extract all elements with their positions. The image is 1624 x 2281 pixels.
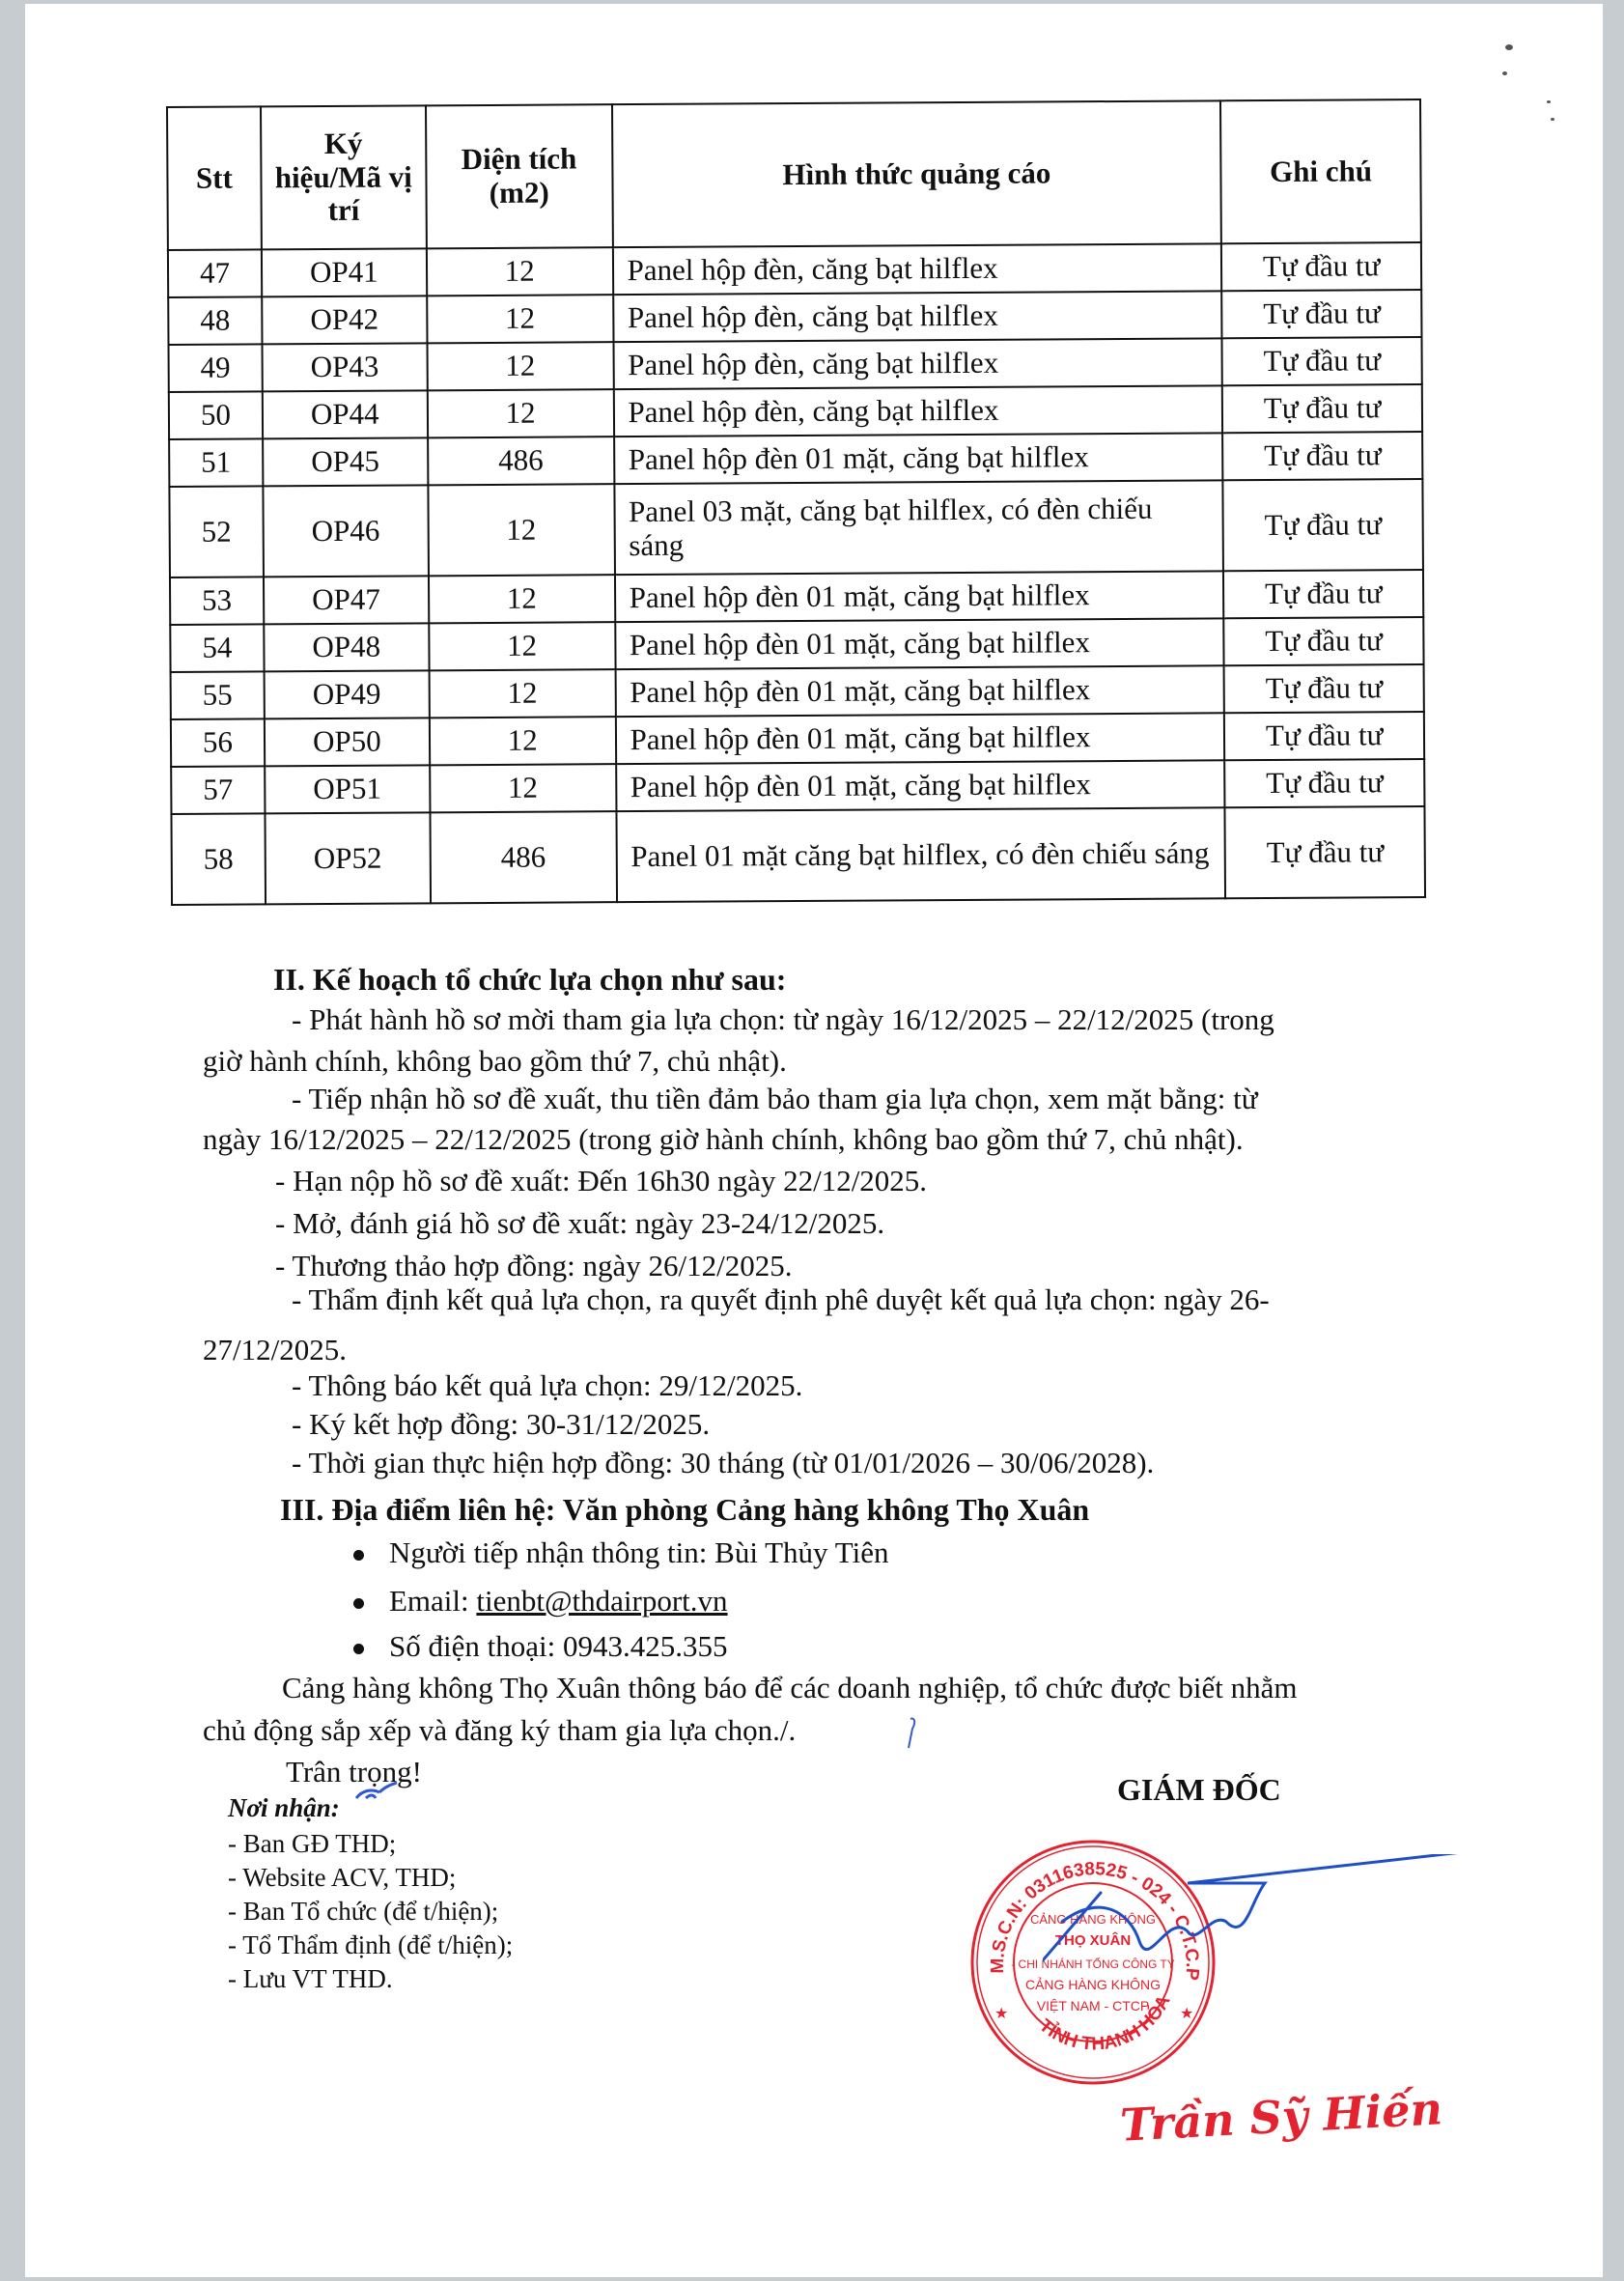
cell-area: 12 — [427, 247, 613, 296]
recipients-block — [228, 1793, 513, 1994]
cell-area: 12 — [429, 575, 615, 623]
cell-area: 12 — [427, 342, 613, 390]
table-row — [170, 570, 1423, 625]
contact-phone-item — [353, 1629, 727, 1664]
table-header-row — [167, 99, 1421, 250]
cell-code: OP43 — [262, 343, 427, 391]
cell-code: OP45 — [263, 437, 428, 486]
cell-area: 12 — [429, 622, 615, 670]
table-row — [169, 479, 1423, 577]
plan-line: - Hạn nộp hồ sơ đề xuất: Đến 16h30 ngày 22/12/2025. — [275, 1164, 928, 1197]
plan-line: - Phát hành hồ sơ mời tham gia lựa chọn: từ ngày 16/12/2025 – 22/12/2025 (trong — [292, 1002, 1274, 1036]
cell-note: Tự đầu tư — [1224, 759, 1424, 807]
recipients-heading: Nơi nhận: — [228, 1793, 340, 1822]
recipient-item: - Ban GĐ THD; — [228, 1829, 397, 1858]
cell-form: Panel 03 mặt, căng bạt hilflex, có đèn chiếu sáng — [614, 480, 1223, 575]
svg-text:- CHI NHÁNH TỔNG CÔNG TY: - CHI NHÁNH TỔNG CÔNG TY — [1011, 1957, 1175, 1971]
scan-speck — [1551, 118, 1554, 121]
plan-line: - Thời gian thực hiện hợp đồng: 30 tháng (từ 01/01/2026 – 30/06/2028). — [292, 1446, 1155, 1479]
cell-area: 12 — [428, 484, 614, 576]
cell-code: OP48 — [264, 623, 429, 671]
cell-note: Tự đầu tư — [1224, 617, 1424, 665]
cell-code: OP41 — [262, 248, 427, 296]
plan-line: giờ hành chính, không bao gồm thứ 7, chủ nhật). — [203, 1044, 787, 1078]
cell-form: Panel 01 mặt căng bạt hilflex, có đèn chiếu sáng — [616, 807, 1225, 902]
cell-area: 12 — [427, 295, 613, 343]
svg-text:CẢNG HÀNG KHÔNG: CẢNG HÀNG KHÔNG — [1029, 1912, 1157, 1927]
cell-note: Tự đầu tư — [1223, 479, 1423, 571]
svg-text:THỌ XUÂN: THỌ XUÂN — [1054, 1932, 1132, 1949]
cell-note: Tự đầu tư — [1224, 664, 1424, 713]
contact-person-item — [353, 1535, 888, 1570]
table-row — [171, 806, 1425, 905]
svg-text:★: ★ — [1180, 2006, 1194, 2022]
cell-note: Tự đầu tư — [1224, 712, 1424, 760]
cell-note: Tự đầu tư — [1222, 432, 1422, 480]
cell-area: 486 — [428, 436, 614, 485]
cell-area: 486 — [430, 811, 616, 903]
plan-line: 27/12/2025. — [203, 1333, 347, 1366]
cell-code: OP51 — [265, 765, 430, 813]
table-row — [171, 712, 1424, 767]
cell-form: Panel hộp đèn 01 mặt, căng bạt hilflex — [614, 433, 1223, 484]
header-note: Ghi chú — [1220, 99, 1421, 243]
cell-form: Panel hộp đèn 01 mặt, căng bạt hilflex — [615, 618, 1224, 669]
cell-area: 12 — [430, 717, 616, 765]
advertising-positions-table — [166, 99, 1426, 906]
recipient-item: - Ban Tổ chức (để t/hiện); — [228, 1897, 499, 1926]
regards: Trân trọng! — [286, 1755, 422, 1788]
cell-code: OP46 — [263, 485, 428, 577]
cell-code: OP50 — [265, 718, 430, 766]
cell-area: 12 — [430, 764, 616, 812]
cell-form: Panel hộp đèn 01 mặt, căng bạt hilflex — [615, 665, 1224, 717]
svg-text:CẢNG HÀNG KHÔNG: CẢNG HÀNG KHÔNG — [1024, 1977, 1162, 1992]
table-row — [169, 337, 1422, 392]
cell-stt: 57 — [171, 766, 265, 814]
plan-line: - Thương thảo hợp đồng: ngày 26/12/2025. — [275, 1249, 793, 1282]
plan-line: - Mở, đánh giá hồ sơ đề xuất: ngày 23-24/12/2025. — [275, 1206, 885, 1240]
cell-stt: 55 — [171, 671, 265, 719]
contact-email-item — [353, 1584, 728, 1619]
cell-note: Tự đầu tư — [1221, 242, 1421, 291]
signer-title: GIÁM ĐỐC — [1117, 1772, 1281, 1807]
email-label: Email: — [389, 1584, 477, 1618]
section3-heading: III. Địa điểm liên hệ: Văn phòng Cảng hàng không Thọ Xuân — [280, 1492, 1090, 1527]
cell-form: Panel hộp đèn, căng bạt hilflex — [613, 338, 1222, 389]
scan-speck — [1502, 71, 1507, 75]
cell-note: Tự đầu tư — [1223, 570, 1423, 618]
table-row — [171, 664, 1424, 719]
header-area: Diện tích (m2) — [426, 104, 613, 248]
bullet-icon — [353, 1644, 364, 1654]
cell-stt: 53 — [170, 577, 264, 625]
closing-line-1: Cảng hàng không Thọ Xuân thông báo để các doanh nghiệp, tổ chức được biết nhằm — [282, 1671, 1298, 1704]
cell-code: OP44 — [263, 390, 428, 438]
cell-stt: 47 — [168, 249, 262, 297]
section2-heading: II. Kế hoạch tổ chức lựa chọn như sau: — [273, 962, 787, 997]
contact-phone: Số điện thoại: 0943.425.355 — [389, 1629, 728, 1663]
table-row — [168, 242, 1421, 297]
svg-text:TỈNH THANH HÓA: TỈNH THANH HÓA — [1035, 1991, 1175, 2055]
svg-text:M.S.C.N: 0311638525 - 024 - C.: M.S.C.N: 0311638525 - 024 - C.T.C.P — [987, 1859, 1203, 1982]
plan-line: - Ký kết hợp đồng: 30-31/12/2025. — [292, 1407, 711, 1441]
cell-note: Tự đầu tư — [1225, 806, 1425, 898]
recipient-item: - Lưu VT THD. — [228, 1964, 393, 1993]
cell-note: Tự đầu tư — [1222, 384, 1422, 433]
cell-stt: 52 — [169, 486, 263, 577]
scan-speck — [1547, 100, 1551, 103]
handwritten-mark-icon — [903, 1714, 922, 1753]
table-row — [169, 384, 1422, 439]
cell-form: Panel hộp đèn, căng bạt hilflex — [613, 291, 1222, 342]
closing-line-2: chủ động sắp xếp và đăng ký tham gia lựa chọn./. — [203, 1713, 797, 1747]
table-row — [171, 759, 1424, 814]
plan-line: - Thẩm định kết quả lựa chọn, ra quyết định phê duyệt kết quả lựa chọn: ngày 26- — [292, 1282, 1270, 1316]
svg-text:VIỆT NAM - CTCP: VIỆT NAM - CTCP — [1036, 1998, 1150, 2013]
cell-form: Panel hộp đèn 01 mặt, căng bạt hilflex — [615, 713, 1224, 764]
cell-note: Tự đầu tư — [1221, 290, 1421, 338]
cell-stt: 56 — [171, 718, 265, 767]
header-code: Ký hiệu/Mã vị trí — [261, 105, 427, 249]
recipient-item: - Tổ Thẩm định (để t/hiện); — [228, 1930, 514, 1959]
cell-code: OP49 — [264, 670, 429, 718]
table-row — [168, 290, 1421, 345]
handwritten-signature-icon — [1043, 1854, 1506, 2009]
svg-text:★: ★ — [994, 2006, 1009, 2022]
table-row — [170, 617, 1423, 672]
plan-line: - Tiếp nhận hồ sơ đề xuất, thu tiền đảm bảo tham gia lựa chọn, xem mặt bằng: từ — [292, 1082, 1258, 1115]
cell-form: Panel hộp đèn, căng bạt hilflex — [613, 385, 1222, 436]
email-link[interactable]: tienbt@thdairport.vn — [476, 1584, 728, 1618]
cell-form: Panel hộp đèn 01 mặt, căng bạt hilflex — [615, 571, 1224, 622]
contact-person: Người tiếp nhận thông tin: Bùi Thủy Tiên — [389, 1535, 889, 1569]
cell-stt: 54 — [170, 624, 264, 672]
cell-stt: 48 — [168, 296, 262, 345]
signer-name: Trần Sỹ Hiến — [1118, 2082, 1444, 2152]
header-form: Hình thức quảng cáo — [612, 100, 1222, 247]
cell-code: OP47 — [264, 576, 429, 624]
bullet-icon — [353, 1550, 364, 1561]
cell-stt: 58 — [171, 813, 265, 905]
cell-stt: 50 — [169, 391, 263, 439]
cell-code: OP42 — [262, 296, 427, 344]
plan-line: ngày 16/12/2025 – 22/12/2025 (trong giờ hành chính, không bao gồm thứ 7, chủ nhật). — [203, 1122, 1244, 1156]
plan-line: - Thông báo kết quả lựa chọn: 29/12/2025. — [292, 1368, 803, 1402]
cell-area: 12 — [428, 389, 614, 437]
cell-code: OP52 — [265, 812, 430, 904]
scan-speck — [1505, 44, 1513, 50]
recipient-item: - Website ACV, THD; — [228, 1863, 457, 1892]
cell-form: Panel hộp đèn 01 mặt, căng bạt hilflex — [616, 760, 1225, 811]
table-row — [169, 432, 1422, 487]
cell-stt: 49 — [169, 344, 263, 392]
bullet-icon — [353, 1598, 364, 1609]
cell-area: 12 — [429, 669, 615, 718]
cell-stt: 51 — [169, 438, 263, 487]
cell-note: Tự đầu tư — [1222, 337, 1422, 385]
header-stt: Stt — [167, 106, 262, 250]
cell-form: Panel hộp đèn, căng bạt hilflex — [612, 243, 1221, 295]
